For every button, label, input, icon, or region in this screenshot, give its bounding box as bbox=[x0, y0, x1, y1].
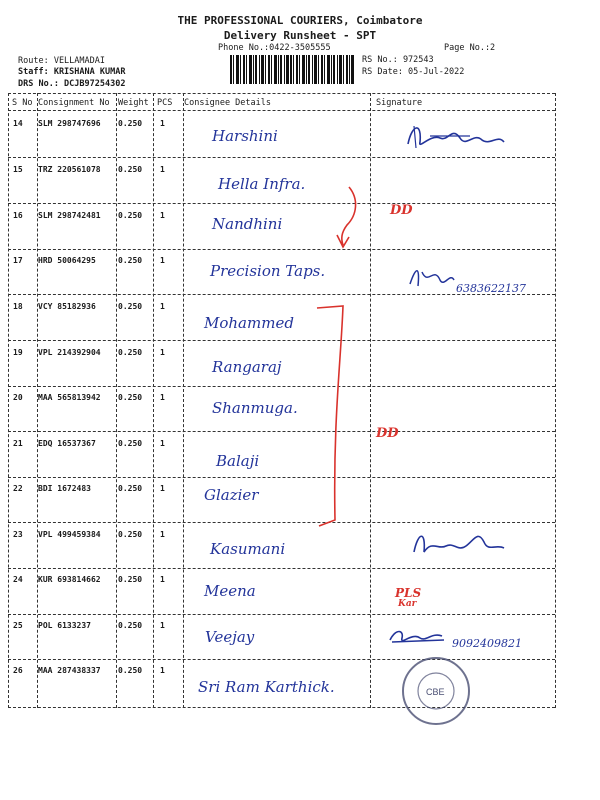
row-weight: 0.250 bbox=[118, 302, 143, 311]
row-consignee: Glazier bbox=[204, 486, 259, 504]
row-consignee: Kasumani bbox=[210, 540, 286, 558]
row-consignment: VCY 85182936 bbox=[38, 302, 96, 311]
phone-note-row-25: 9092409821 bbox=[452, 637, 522, 650]
phone-number: Phone No.:0422-3505555 bbox=[218, 43, 331, 53]
row-sno: 17 bbox=[13, 256, 23, 265]
staff-label: Staff: KRISHANA KUMAR bbox=[18, 67, 126, 77]
drs-number: DRS No.: DCJB97254302 bbox=[18, 79, 126, 89]
row-pcs: 1 bbox=[160, 530, 165, 539]
signature-row-14 bbox=[400, 114, 510, 156]
row-consignee: Meena bbox=[204, 582, 256, 600]
row-weight: 0.250 bbox=[118, 119, 143, 128]
row-divider bbox=[8, 568, 555, 569]
row-weight: 0.250 bbox=[118, 165, 143, 174]
table-header-rule bbox=[8, 110, 555, 111]
row-sno: 21 bbox=[13, 439, 23, 448]
row-sno: 20 bbox=[13, 393, 23, 402]
row-pcs: 1 bbox=[160, 256, 165, 265]
row-pcs: 1 bbox=[160, 484, 165, 493]
row-consignment: HRD 50064295 bbox=[38, 256, 96, 265]
row-sno: 15 bbox=[13, 165, 23, 174]
row-consignee: Harshini bbox=[212, 127, 278, 145]
signature-row-25 bbox=[386, 624, 448, 650]
row-weight: 0.250 bbox=[118, 575, 143, 584]
row-divider bbox=[8, 614, 555, 615]
row-divider bbox=[8, 386, 555, 387]
row-weight: 0.250 bbox=[118, 393, 143, 402]
row-consignment: POL 6133237 bbox=[38, 621, 91, 630]
row-weight: 0.250 bbox=[118, 530, 143, 539]
company-title: THE PROFESSIONAL COURIERS, Coimbatore bbox=[177, 14, 423, 27]
row-weight: 0.250 bbox=[118, 666, 143, 675]
column-divider bbox=[8, 93, 9, 708]
row-consignee: Hella Infra. bbox=[218, 175, 306, 193]
pls-sub-mark: Kar bbox=[398, 599, 417, 609]
page-number: Page No.:2 bbox=[444, 43, 496, 53]
row-divider bbox=[8, 157, 555, 158]
row-consignment: SLM 298747696 bbox=[38, 119, 101, 128]
signature-row-23 bbox=[408, 522, 508, 562]
column-divider bbox=[183, 93, 184, 708]
row-pcs: 1 bbox=[160, 302, 165, 311]
row-consignee: Mohammed bbox=[204, 314, 294, 332]
row-weight: 0.250 bbox=[118, 256, 143, 265]
row-sno: 24 bbox=[13, 575, 23, 584]
row-divider bbox=[8, 477, 555, 478]
column-divider bbox=[370, 93, 371, 708]
bracket-arrow-rows-15-16 bbox=[335, 185, 365, 250]
row-sno: 25 bbox=[13, 621, 23, 630]
row-pcs: 1 bbox=[160, 393, 165, 402]
row-sno: 18 bbox=[13, 302, 23, 311]
row-consignment: MAA 287438337 bbox=[38, 666, 101, 675]
row-consignment: MAA 565813942 bbox=[38, 393, 101, 402]
row-weight: 0.250 bbox=[118, 348, 143, 357]
row-consignment: KUR 693814662 bbox=[38, 575, 101, 584]
company-stamp-icon bbox=[396, 654, 476, 728]
row-pcs: 1 bbox=[160, 666, 165, 675]
row-sno: 14 bbox=[13, 119, 23, 128]
col-header-sno: S No bbox=[12, 98, 33, 108]
row-consignee: Nandhini bbox=[212, 215, 283, 233]
row-consignee: Shanmuga. bbox=[212, 399, 298, 417]
rs-number: RS No.: 972543 bbox=[362, 55, 434, 65]
row-consignment: VPL 214392904 bbox=[38, 348, 101, 357]
row-consignment: TRZ 220561078 bbox=[38, 165, 101, 174]
row-sno: 26 bbox=[13, 666, 23, 675]
row-pcs: 1 bbox=[160, 439, 165, 448]
row-divider bbox=[8, 203, 555, 204]
row-pcs: 1 bbox=[160, 165, 165, 174]
route-label: Route: VELLAMADAI bbox=[18, 56, 105, 66]
row-consignment: BDI 1672483 bbox=[38, 484, 91, 493]
row-sno: 16 bbox=[13, 211, 23, 220]
dd-mark: DD bbox=[390, 203, 413, 218]
col-header-pcs: PCS bbox=[157, 98, 173, 108]
row-consignee: Sri Ram Karthick. bbox=[198, 678, 335, 696]
row-divider bbox=[8, 249, 555, 250]
stamp-text: CBE bbox=[426, 687, 445, 697]
row-weight: 0.250 bbox=[118, 439, 143, 448]
row-consignee: Precision Taps. bbox=[210, 262, 326, 280]
row-pcs: 1 bbox=[160, 211, 165, 220]
row-sno: 19 bbox=[13, 348, 23, 357]
runsheet-subtitle: Delivery Runsheet - SPT bbox=[223, 29, 377, 42]
row-pcs: 1 bbox=[160, 621, 165, 630]
col-header-consignee: Consignee Details bbox=[184, 98, 271, 108]
col-header-signature: Signature bbox=[376, 98, 423, 108]
row-consignee: Balaji bbox=[216, 452, 260, 470]
row-divider bbox=[8, 340, 555, 341]
barcode-icon bbox=[230, 55, 354, 84]
row-consignment: SLM 298742481 bbox=[38, 211, 101, 220]
row-divider bbox=[8, 431, 555, 432]
row-consignment: EDQ 16537367 bbox=[38, 439, 96, 448]
signature-row-17 bbox=[406, 262, 456, 294]
pls-mark: PLS bbox=[395, 586, 422, 600]
bracket-rows-18-23 bbox=[313, 300, 353, 530]
column-divider bbox=[153, 93, 154, 708]
row-consignment: VPL 499459384 bbox=[38, 530, 101, 539]
column-divider bbox=[555, 93, 556, 708]
phone-note-row-17: 6383622137 bbox=[456, 282, 526, 295]
table-top-rule bbox=[8, 93, 555, 94]
row-weight: 0.250 bbox=[118, 484, 143, 493]
row-pcs: 1 bbox=[160, 119, 165, 128]
row-pcs: 1 bbox=[160, 348, 165, 357]
col-header-consignment: Consignment No bbox=[38, 98, 110, 108]
row-pcs: 1 bbox=[160, 575, 165, 584]
row-weight: 0.250 bbox=[118, 211, 143, 220]
col-header-weight: Weight bbox=[118, 98, 149, 108]
row-weight: 0.250 bbox=[118, 621, 143, 630]
row-sno: 23 bbox=[13, 530, 23, 539]
row-consignee: Rangaraj bbox=[212, 358, 282, 376]
row-sno: 22 bbox=[13, 484, 23, 493]
rs-date: RS Date: 05-Jul-2022 bbox=[362, 67, 465, 77]
row-consignee: Veejay bbox=[205, 628, 255, 646]
column-divider bbox=[116, 93, 117, 708]
dd-mark: DD bbox=[376, 426, 399, 441]
